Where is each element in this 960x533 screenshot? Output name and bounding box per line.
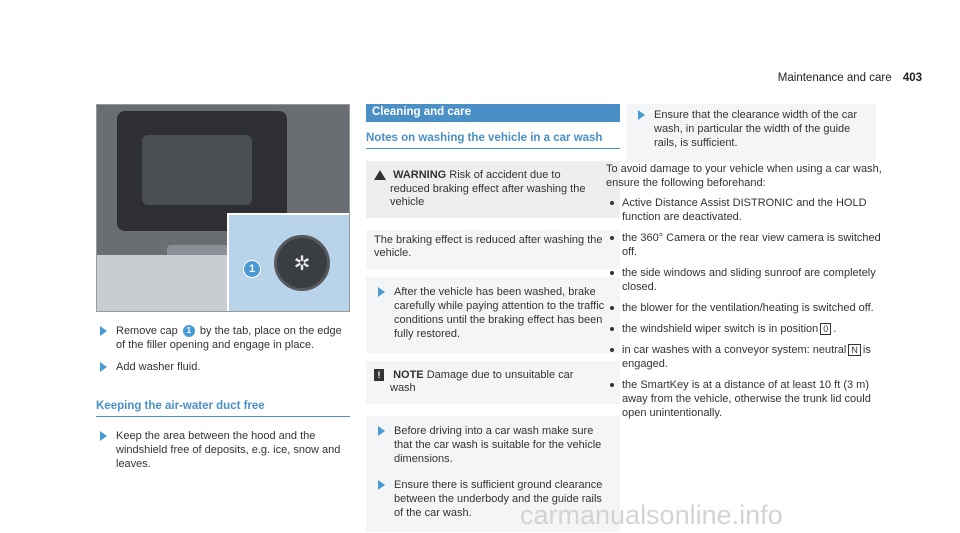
step-keep-area-free: Keep the area between the hood and the windshield free of deposits, e.g. ice, snow and leaves. <box>96 429 350 471</box>
column-3-top <box>626 104 876 170</box>
page-header <box>778 72 922 84</box>
key-symbol-0: 0 <box>820 323 831 335</box>
step-brake-carefully: After the vehicle has been washed, brake carefully while paying attention to the traffic conditions until the braking effect has been fully restored. <box>374 285 612 341</box>
list-item: the blower for the ventilation/heating is switched off. <box>606 301 886 315</box>
list-item: the windshield wiper switch is in position 0 . <box>606 322 886 336</box>
key-symbol-n: N <box>848 344 861 356</box>
step-arrow-icon <box>100 326 107 336</box>
step-arrow-icon <box>638 110 645 120</box>
clearance-step-box <box>626 104 876 162</box>
warning-box: WARNING Risk of accident due to reduced braking effect after washing the vehicle <box>366 161 620 218</box>
section-title: Cleaning and care <box>366 104 620 122</box>
engine-cover <box>142 135 252 205</box>
list-item: in car washes with a conveyor system: neutral N is engaged. <box>606 343 886 371</box>
list-item: the side windows and sliding sunroof are completely closed. <box>606 266 886 294</box>
callout-1: 1 <box>243 260 261 278</box>
subhead-car-wash: Notes on washing the vehicle in a car wash <box>366 132 620 149</box>
column-3-body <box>606 162 886 427</box>
note-icon: ! <box>374 369 384 381</box>
column-2 <box>366 104 620 533</box>
list-item: Active Distance Assist DISTRONIC and the HOLD function are deactivated. <box>606 196 886 224</box>
washer-cap <box>274 235 330 291</box>
page-number: 403 <box>902 72 922 84</box>
column-1 <box>96 104 350 479</box>
subhead-air-water-duct: Keeping the air-water duct free <box>96 400 350 417</box>
callout-ref-1: 1 <box>183 325 195 337</box>
step-arrow-icon <box>378 480 385 490</box>
cap-detail-inset <box>227 213 350 312</box>
note-box: ! NOTE Damage due to unsuitable car wash <box>366 361 620 404</box>
step-arrow-icon <box>378 426 385 436</box>
step-check-dimensions: Before driving into a car wash make sure that the car wash is suitable for the vehicle dimensions. <box>374 424 612 466</box>
intro-paragraph: To avoid damage to your vehicle when using a car wash, ensure the following beforehand: <box>606 163 882 189</box>
step-arrow-icon <box>100 362 107 372</box>
checklist <box>606 196 886 420</box>
step-add-fluid: Add washer fluid. <box>96 360 350 374</box>
step-ground-clearance: Ensure there is sufficient ground clearance between the underbody and the guide rails of the car wash. <box>374 478 612 520</box>
warning-body: The braking effect is reduced after washing the vehicle. <box>366 230 620 269</box>
wiper-fluid-icon: ✲ <box>293 252 311 275</box>
watermark: carmanualsonline.info <box>520 500 783 530</box>
warning-icon <box>374 170 386 180</box>
engine-bay-photo <box>96 104 350 312</box>
list-item: the 360° Camera or the rear view camera is switched off. <box>606 231 886 259</box>
step-clearance-width: Ensure that the clearance width of the car wash, in particular the width of the guide rails, is sufficient. <box>634 108 868 150</box>
step-remove-cap: Remove cap 1 by the tab, place on the edge of the filler opening and engage in place. <box>96 324 350 352</box>
list-item: the SmartKey is at a distance of at least 10 ft (3 m) away from the vehicle, otherwise the trunk lid could open unintentionally. <box>606 378 886 420</box>
step-arrow-icon <box>100 431 107 441</box>
warning-step-box <box>366 277 620 353</box>
header-section: Maintenance and care <box>777 72 892 84</box>
step-arrow-icon <box>378 287 385 297</box>
